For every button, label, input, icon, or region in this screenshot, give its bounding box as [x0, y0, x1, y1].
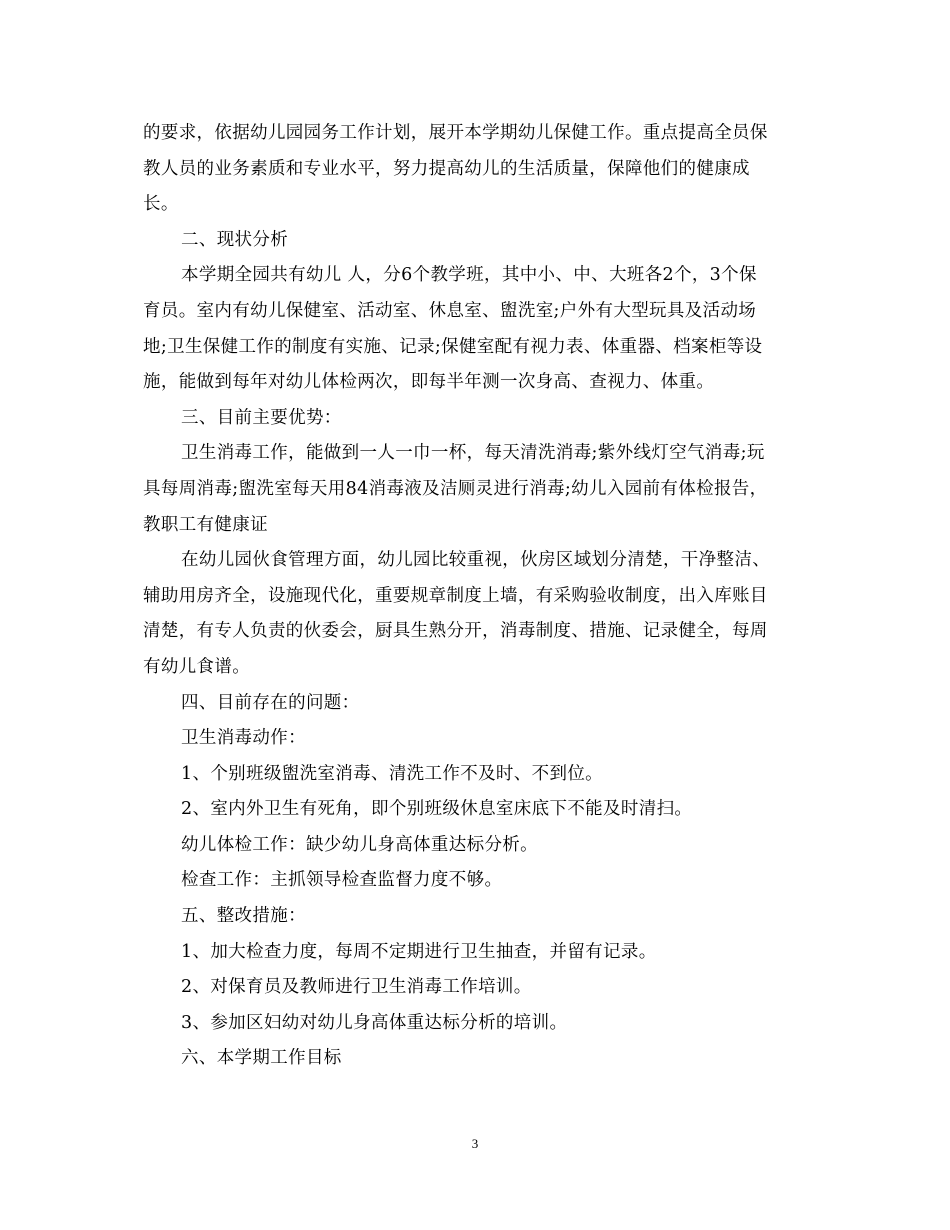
list-item: 1、个别班级盥洗室消毒、清洗工作不及时、不到位。	[181, 763, 604, 784]
section-heading: 五、整改措施：	[181, 906, 306, 927]
list-item: 3、参加区妇幼对幼儿身高体重达标分析的培训。	[181, 1012, 568, 1033]
list-item: 2、室内外卫生有死角，即个别班级休息室床底下不能及时清扫。	[181, 799, 693, 820]
text-line: 教人员的业务素质和专业水平，努力提高幼儿的生活质量，保障他们的健康成	[143, 158, 750, 179]
list-item: 1、加大检查力度，每周不定期进行卫生抽查，并留有记录。	[181, 941, 657, 962]
text-line: 辅助用房齐全，设施现代化，重要规章制度上墙，有采购验收制度，出入库账目	[143, 585, 768, 606]
paragraph: 幼儿体检工作：缺少幼儿身高体重达标分析。	[181, 834, 538, 855]
text-line: 在幼儿园伙食管理方面，幼儿园比较重视，伙房区域划分清楚，干净整洁、	[181, 550, 771, 571]
list-item: 2、对保育员及教师进行卫生消毒工作培训。	[181, 977, 532, 998]
text-line: 的要求，依据幼儿园园务工作计划，展开本学期幼儿保健工作。重点提高全员保	[143, 123, 768, 143]
text-line: 教职工有健康证	[143, 514, 268, 535]
document-body	[143, 116, 805, 1077]
text-line: 本学期全园共有幼儿 人，分6个教学班，其中小、中、大班各2个，3个保	[181, 265, 757, 286]
paragraph	[143, 116, 805, 223]
text-line: 长。	[143, 194, 179, 215]
paragraph	[143, 258, 805, 400]
text-line: 卫生消毒工作，能做到一人一巾一杯，每天清洗消毒;紫外线灯空气消毒;玩	[181, 443, 765, 464]
paragraph: 检查工作：主抓领导检查监督力度不够。	[181, 870, 503, 891]
text-line: 有幼儿食谱。	[143, 656, 251, 677]
page-number: 3	[471, 1136, 479, 1151]
paragraph	[143, 436, 805, 543]
text-line: 育员。室内有幼儿保健室、活动室、休息室、盥洗室;户外有大型玩具及活动场	[143, 300, 757, 321]
section-heading: 四、目前存在的问题：	[181, 692, 360, 713]
section-heading: 六、本学期工作目标	[181, 1048, 342, 1069]
paragraph	[143, 543, 805, 685]
section-heading: 二、现状分析	[181, 229, 289, 250]
text-line: 施，能做到每年对幼儿体检两次，即每半年测一次身高、查视力、体重。	[143, 372, 715, 393]
text-line: 清楚，有专人负责的伙委会，厨具生熟分开，消毒制度、措施、记录健全，每周	[143, 621, 768, 642]
subheading: 卫生消毒动作：	[181, 728, 306, 749]
text-line: 地;卫生保健工作的制度有实施、记录;保健室配有视力表、体重器、档案柜等设	[143, 336, 763, 357]
text-line: 具每周消毒;盥洗室每天用84消毒液及洁厕灵进行消毒;幼儿入园前有体检报告，	[143, 478, 768, 499]
section-heading: 三、目前主要优势：	[181, 407, 342, 428]
